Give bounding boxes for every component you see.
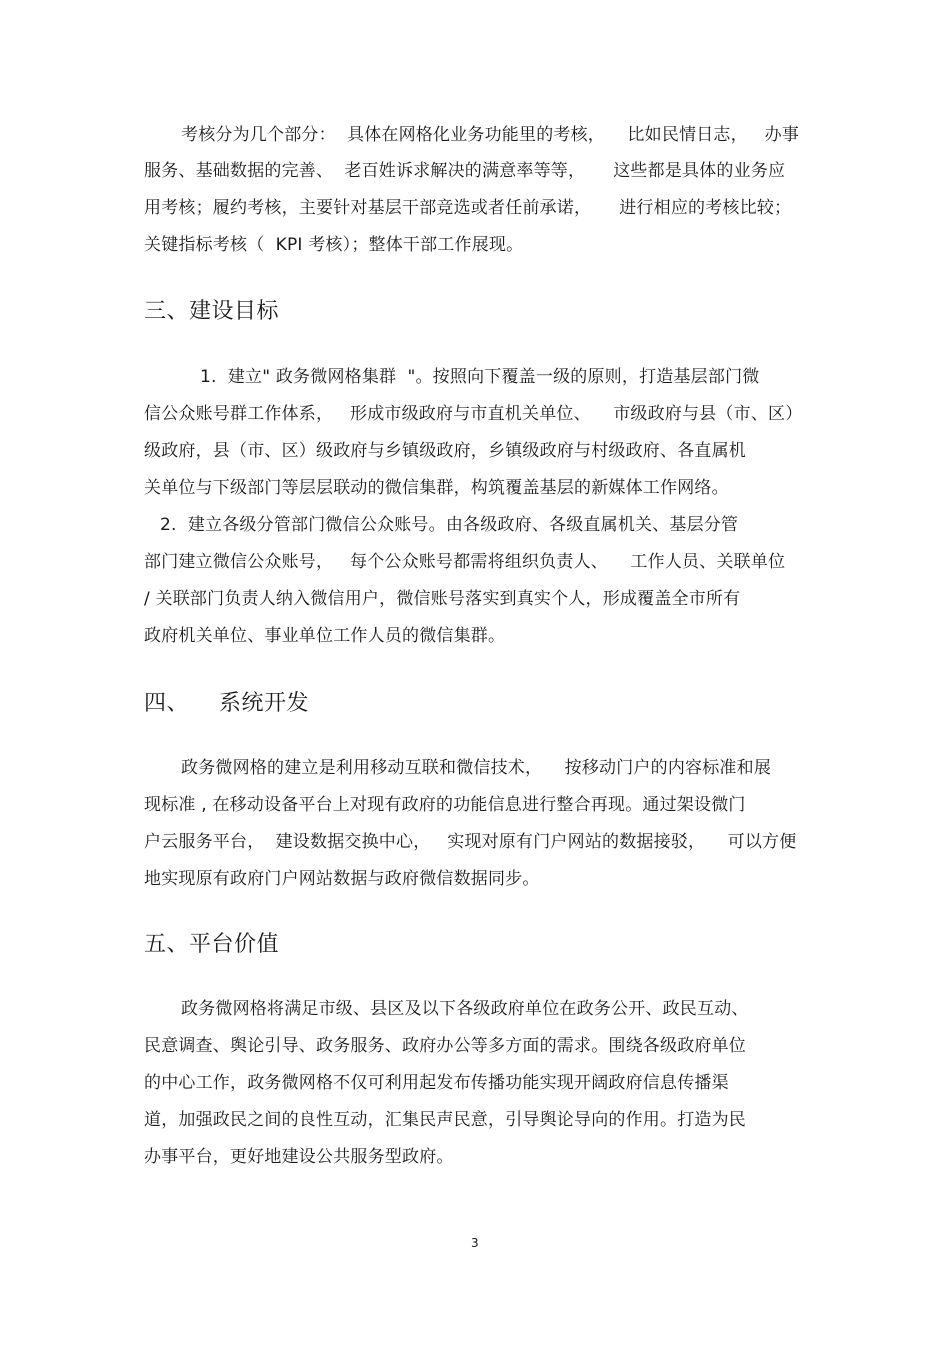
text-line: 办事平台，更好地建设公共服务型政府。: [144, 1147, 454, 1167]
text-line: 道，加强政民之间的良性互动，汇集民声民意，引导舆论导向的作用。打造为民: [144, 1110, 746, 1130]
text-line: 考核分为几个部分： 具体在网格化业务功能里的考核， 比如民情日志， 办事: [181, 125, 800, 145]
page-number: 3: [471, 1236, 479, 1250]
text-line: 政务微网格的建立是利用移动互联和微信技术， 按移动门户的内容标准和展: [181, 758, 772, 778]
text-line: 级政府，县（市、区）级政府与乡镇级政府，乡镇级政府与村级政府、各直属机: [144, 441, 746, 461]
section-heading-development: 四、 系统开发: [144, 691, 309, 716]
text-line: 民意调查、舆论引导、政务服务、政府办公等多方面的需求。围绕各级政府单位: [144, 1036, 746, 1056]
text-line: 关单位与下级部门等层层联动的微信集群，构筑覆盖基层的新媒体工作网络。: [144, 478, 729, 498]
text-line: 关键指标考核（ KPI 考核）；整体干部工作展现。: [144, 235, 524, 255]
section-heading-value: 五、平台价值: [144, 932, 280, 957]
text-line: 政府机关单位、事业单位工作人员的微信集群。: [144, 626, 506, 646]
text-line: 服务、基础数据的完善、 老百姓诉求解决的满意率等等， 这些都是具体的业务应: [144, 161, 786, 181]
text-line: 部门建立微信公众账号， 每个公众账号都需将组织负责人、 工作人员、关联单位: [144, 552, 786, 572]
text-line: 用考核；履约考核，主要针对基层干部竞选或者任前承诺， 进行相应的考核比较；: [144, 198, 792, 218]
text-line: / 关联部门负责人纳入微信用户，微信账号落实到真实个人，形成覆盖全市所有: [144, 589, 741, 609]
text-line: 的中心工作，政务微网格不仅可利用起发布传播功能实现开阔政府信息传播渠: [144, 1073, 729, 1093]
text-line: 户云服务平台， 建设数据交换中心， 实现对原有门户网站的数据接驳， 可以方便: [144, 832, 797, 852]
text-line: 政务微网格将满足市级、县区及以下各级政府单位在政务公开、政民互动、: [181, 999, 749, 1019]
section-heading-goals: 三、建设目标: [144, 299, 280, 324]
text-line: 地实现原有政府门户网站数据与政府微信数据同步。: [144, 869, 540, 889]
text-line: 信公众账号群工作体系， 形成市级政府与市直机关单位、 市级政府与县（市、区）: [144, 404, 803, 424]
text-line: 2. 建立各级分管部门微信公众账号。由各级政府、各级直属机关、基层分管: [160, 515, 739, 535]
text-line: 现标准 , 在移动设备平台上对现有政府的功能信息进行整合再现。通过架设微门: [144, 795, 746, 815]
text-line: 1. 建立" 政务微网格集群 "。按照向下覆盖一级的原则，打造基层部门微: [200, 367, 760, 387]
